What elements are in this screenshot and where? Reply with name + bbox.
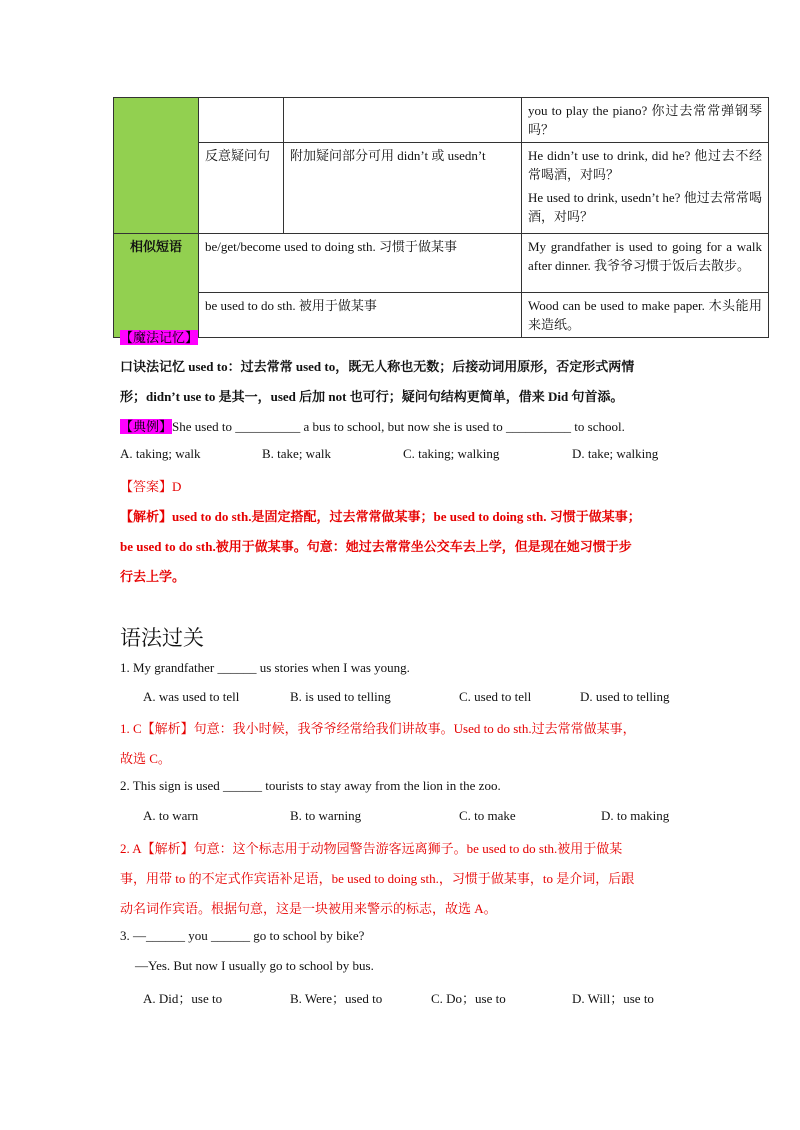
answer-line: 【答案】D (120, 479, 182, 494)
grammar-table (113, 97, 769, 338)
usage-cell: 反意疑问句 (199, 143, 284, 234)
q3-option-b: B. Were；used to (290, 991, 383, 1006)
analysis-line: be used to do sth.被用于做某事。句意：她过去常常坐公交车去上学，但是现在她习惯于步 (120, 539, 632, 554)
table-row (114, 234, 769, 293)
option-c: C. taking; walking (403, 446, 500, 461)
q2-analysis: 2. A【解析】句意：这个标志用于动物园警告游客远离狮子。be used to do sth.被用于做某 (120, 841, 623, 856)
example-cell: Wood can be used to make paper. 木头能用来造纸。 (522, 293, 769, 338)
example-sentence: He used to drink, usedn’t he? 他过去常常喝酒，对吗？ (528, 190, 762, 224)
example-question-text: She used to __________ a bus to school, but now she is used to __________ to school. (172, 419, 625, 434)
table-row (114, 293, 769, 338)
analysis-line: 【解析】used to do sth.是固定搭配，过去常常做某事；be used to doing sth. 习惯于做某事； (120, 509, 641, 524)
example-cell (522, 143, 769, 234)
q1-analysis: 1. C【解析】句意：我小时候，我爷爷经常给我们讲故事。Used to do sth.过去常常做某事， (120, 721, 636, 736)
table-row (114, 98, 769, 143)
memory-line-1: 口诀法记忆 used to：过去常常 used to，既无人称也无数；后接动词用原形，否定形式两情 (120, 359, 635, 374)
q3-option-c: C. Do；use to (431, 991, 506, 1006)
example-question (120, 416, 625, 435)
q1-option-b: B. is used to telling (290, 689, 391, 704)
q2-option-d: D. to making (601, 808, 670, 823)
q2-analysis: 动名词作宾语。根据句意，这是一块被用来警示的标志，故选 A。 (120, 901, 497, 916)
phrase-cell: be used to do sth. 被用于做某事 (199, 293, 522, 338)
category-cell: 相似短语 (114, 234, 199, 338)
q2-analysis: 事，用带 to 的不定式作宾语补足语，be used to doing sth.，习惯于做某事，to 是介词，后跟 (120, 871, 635, 886)
option-b: B. take; walk (262, 446, 331, 461)
q1-option-d: D. used to telling (580, 689, 670, 704)
table-cell (284, 98, 522, 143)
table-cell (199, 98, 284, 143)
analysis-line: 行去上学。 (120, 569, 186, 584)
option-d: D. take; walking (572, 446, 659, 461)
memory-line-2: 形；didn’t use to 是其一，used 后加 not 也可行；疑问句结构更简单，借来 Did 句首添。 (120, 389, 624, 404)
option-a: A. taking; walk (120, 446, 201, 461)
category-cell-empty (114, 98, 199, 234)
example-sentence: He didn’t use to drink, did he? 他过去不经常喝酒，对吗？ (528, 148, 762, 182)
table-row (114, 143, 769, 234)
q3-option-d: D. Will；use to (572, 991, 654, 1006)
question-2: 2. This sign is used ______ tourists to stay away from the lion in the zoo. (120, 778, 501, 793)
section-title: 语法过关 (120, 626, 204, 650)
q1-option-c: C. used to tell (459, 689, 532, 704)
question-3: 3. —______ you ______ go to school by bike? (120, 928, 365, 943)
q2-option-c: C. to make (459, 808, 516, 823)
q3-option-a: A. Did；use to (143, 991, 223, 1006)
example-cell: you to play the piano? 你过去常常弹钢琴吗？ (522, 98, 769, 143)
example-tag: 【典例】 (120, 419, 173, 434)
q2-option-a: A. to warn (143, 808, 199, 823)
question-1: 1. My grandfather ______ us stories when I was young. (120, 660, 410, 675)
memory-tag: 【魔法记忆】 (120, 330, 199, 345)
example-cell: My grandfather is used to going for a walk after dinner. 我爷爷习惯于饭后去散步。 (522, 234, 769, 293)
q1-option-a: A. was used to tell (143, 689, 240, 704)
phrase-cell: be/get/become used to doing sth. 习惯于做某事 (199, 234, 522, 293)
q2-option-b: B. to warning (290, 808, 362, 823)
note-cell: 附加疑问部分可用 didn’t 或 usedn’t (284, 143, 522, 234)
question-3-reply: —Yes. But now I usually go to school by bus. (135, 958, 374, 973)
q1-analysis: 故选 C。 (120, 751, 171, 766)
